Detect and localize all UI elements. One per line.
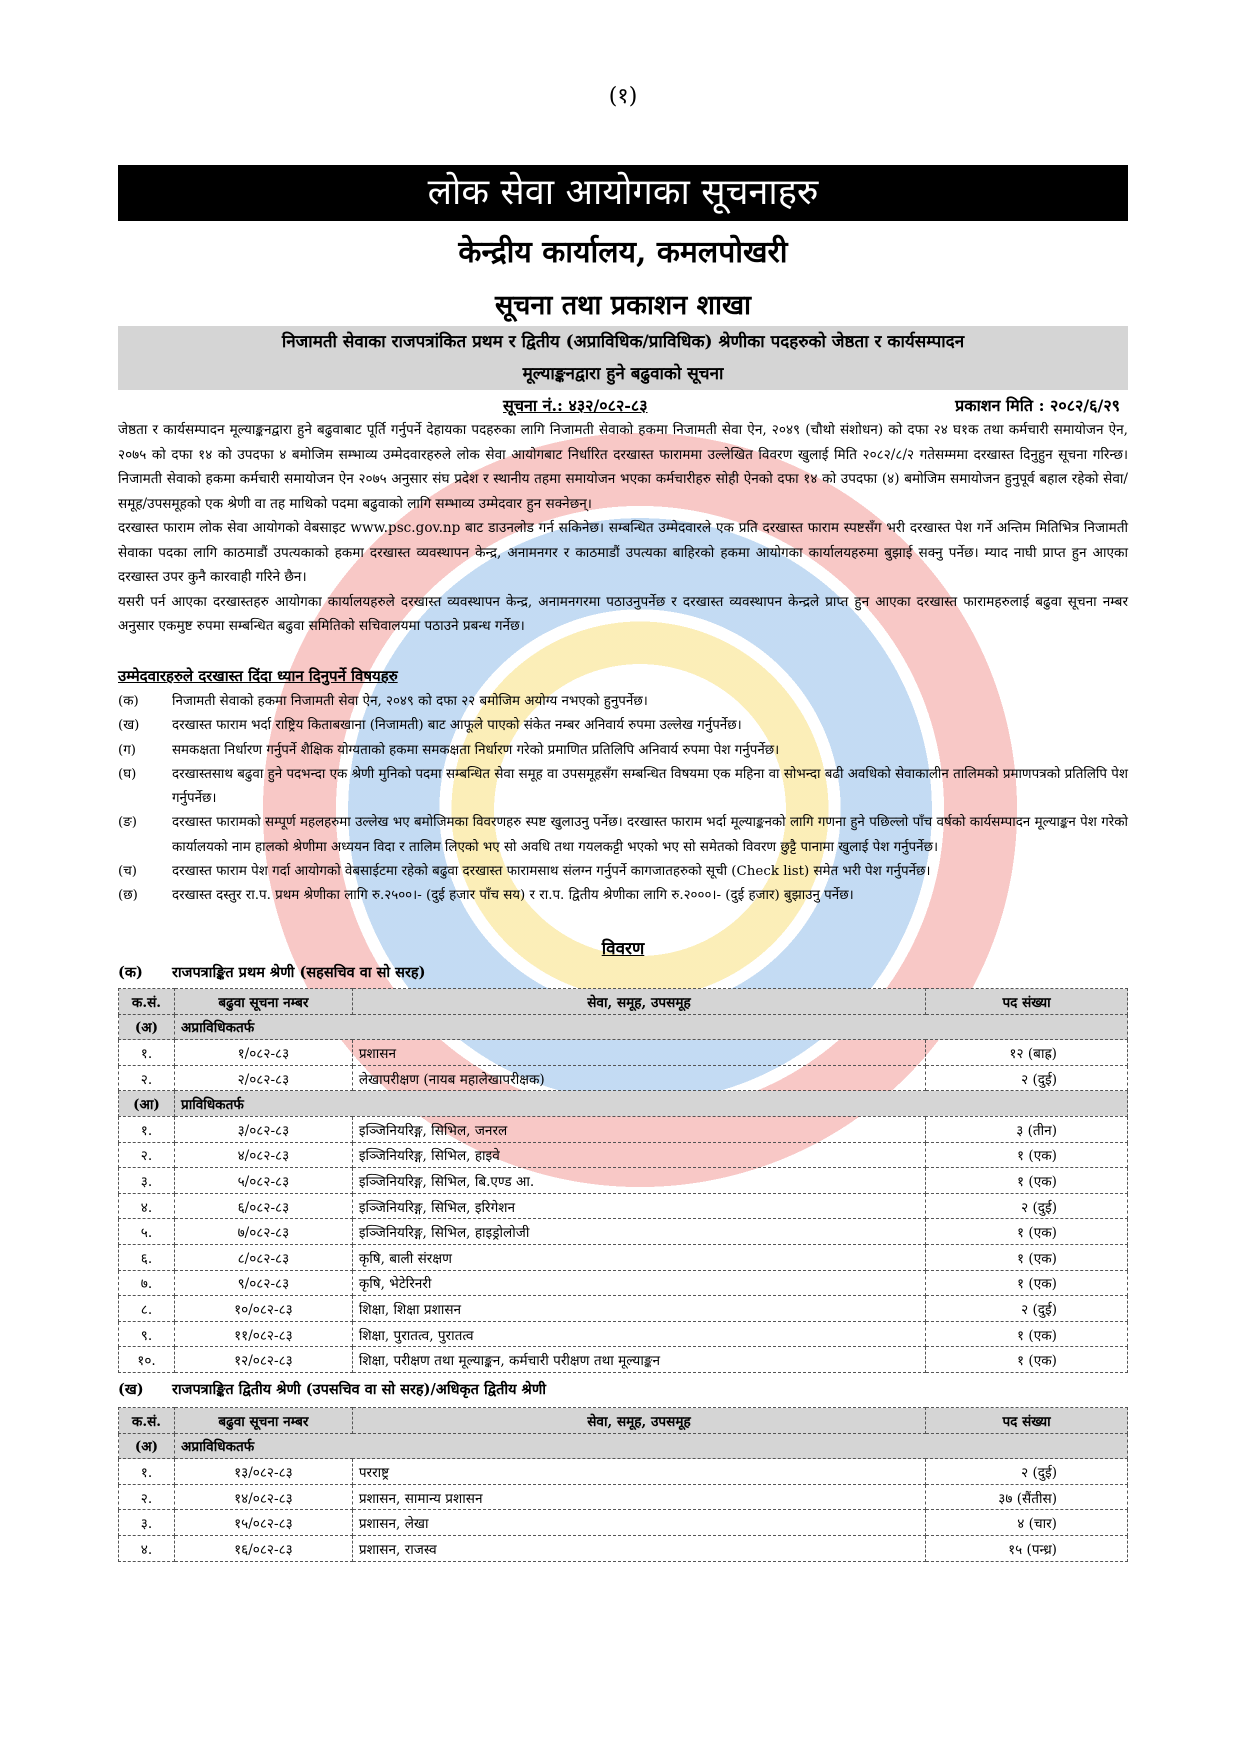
list-marker: (ख) bbox=[118, 718, 140, 734]
paragraph: यसरी पर्न आएका दरखास्तहरु आयोगका कार्यालयहरुले दरखास्त व्यवस्थापन केन्द्र, अनामनगरमा पठाउनुपर्नेछ र दरखास्त व्यवस्थापन केन्द्रले प्राप्त हुन आएका दरखास्त फारामहरुलाई बढुवा सूचना नम्बर अनुसार एकमुष्ट रुपमा सम्बन्धित बढुवा समितिको सचिवालयमा पठाउने प्रबन्ध गर्नेछ। bbox=[118, 593, 1128, 634]
table-row bbox=[119, 1484, 1128, 1510]
notice-subject bbox=[118, 326, 1128, 390]
table-row bbox=[119, 1321, 1128, 1347]
row-post-count: २ (दुई) bbox=[926, 1296, 1128, 1322]
list-item bbox=[118, 884, 1128, 908]
group-marker: (अ) bbox=[119, 1433, 175, 1459]
table-header-row bbox=[119, 989, 1128, 1015]
page-number: (१) bbox=[608, 84, 638, 109]
row-service: कृषि, भेटेरिनरी bbox=[352, 1270, 925, 1296]
row-notice-number: ६/०८२-८३ bbox=[174, 1193, 352, 1219]
row-notice-number: १५/०८२-८३ bbox=[174, 1510, 352, 1536]
row-notice-number: ४/०८२-८३ bbox=[174, 1142, 352, 1168]
list-marker: (च) bbox=[118, 864, 137, 880]
row-post-count: १५ (पन्ध्र) bbox=[926, 1535, 1128, 1561]
list-marker: (ग) bbox=[118, 742, 136, 758]
notice-body bbox=[118, 418, 1128, 639]
row-service: कृषि, बाली संरक्षण bbox=[352, 1244, 925, 1270]
row-service: शिक्षा, परीक्षण तथा मूल्याङ्कन, कर्मचारी परीक्षण तथा मूल्याङ्कन bbox=[352, 1347, 925, 1373]
row-serial: १. bbox=[119, 1116, 175, 1142]
row-notice-number: ३/०८२-८३ bbox=[174, 1116, 352, 1142]
second-class-rows bbox=[119, 1433, 1128, 1561]
list-text: दरखास्त फारामको सम्पूर्ण महलहरुमा उल्लेख भए बमोजिमका विवरणहरु स्पष्ट खुलाउनु पर्नेछ। दरखास्त फाराम भर्दा मूल्याङ्कनको लागि गणना हुने पछिल्लो पाँच वर्षको कार्यसम्पादन मूल्याङ्कन पेश गरेको कार्यालयको नाम हालको श्रेणीमा अध्ययन विदा र तालिम लिएको भए सो अवधि तथा गयलकट्टी भएको भए सो समेतको विवरण छुट्टै पानामा खुलाई पेश गर्नुपर्नेछ। bbox=[172, 815, 1128, 855]
list-item bbox=[118, 860, 1128, 884]
row-post-count: १ (एक) bbox=[926, 1321, 1128, 1347]
row-serial: २. bbox=[119, 1065, 175, 1091]
list-text: दरखास्त फाराम पेश गर्दा आयोगको वेबसाईटमा रहेको बढुवा दरखास्त फारामसाथ संलग्न गर्नुपर्ने कागजातहरुको सूची (Check list) समेत भरी पेश गर्नुपर्नेछ। bbox=[172, 864, 931, 880]
group-marker: (आ) bbox=[119, 1091, 175, 1117]
row-service: शिक्षा, पुरातत्व, पुरातत्व bbox=[352, 1321, 925, 1347]
row-serial: ४. bbox=[119, 1193, 175, 1219]
first-class-table bbox=[118, 988, 1128, 1373]
list-text: दरखास्तसाथ बढुवा हुने पदभन्दा एक श्रेणी मुनिको पदमा सम्बन्धित सेवा समूह वा उपसमूहसँग सम्बन्धित विषयमा एक महिना वा सोभन्दा बढी अवधिको सेवाकालीन तालिमको प्रमाणपत्रको प्रतिलिपि पेश गर्नुपर्नेछ। bbox=[172, 766, 1128, 807]
instructions-list bbox=[118, 690, 1128, 909]
section-name: सूचना तथा प्रकाशन शाखा bbox=[494, 290, 752, 321]
row-service: इञ्जिनियरिङ्ग, सिभिल, इरिगेशन bbox=[352, 1193, 925, 1219]
row-notice-number: १३/०८२-८३ bbox=[174, 1459, 352, 1485]
list-marker: (क) bbox=[118, 694, 139, 709]
column-header-service: सेवा, समूह, उपसमूह bbox=[352, 1408, 925, 1434]
group-row bbox=[119, 1014, 1128, 1040]
subject-line-2: मूल्याङ्कनद्वारा हुने बढुवाको सूचना bbox=[522, 364, 724, 384]
row-service: इञ्जिनियरिङ्ग, सिभिल, बि.एण्ड आ. bbox=[352, 1168, 925, 1194]
row-post-count: २ (दुई) bbox=[926, 1065, 1128, 1091]
group-name: अप्राविधिकतर्फ bbox=[174, 1433, 1127, 1459]
table-header-row bbox=[119, 1408, 1128, 1434]
row-serial: ६. bbox=[119, 1244, 175, 1270]
row-service: लेखापरीक्षण (नायब महालेखापरीक्षक) bbox=[352, 1065, 925, 1091]
list-marker: (ङ) bbox=[118, 815, 137, 831]
row-service: इञ्जिनियरिङ्ग, सिभिल, हाइड्रोलोजी bbox=[352, 1219, 925, 1245]
row-notice-number: १/०८२-८३ bbox=[174, 1040, 352, 1066]
first-class-heading bbox=[118, 962, 1128, 982]
category-marker: (क) bbox=[118, 964, 143, 981]
publish-date: प्रकाशन मिति : २०८२/६/२९ bbox=[955, 396, 1120, 415]
group-row bbox=[119, 1091, 1128, 1117]
row-post-count: १ (एक) bbox=[926, 1168, 1128, 1194]
row-post-count: १ (एक) bbox=[926, 1347, 1128, 1373]
table-row bbox=[119, 1535, 1128, 1561]
row-service: परराष्ट्र bbox=[352, 1459, 925, 1485]
list-item bbox=[118, 763, 1128, 812]
row-service: इञ्जिनियरिङ्ग, सिभिल, जनरल bbox=[352, 1116, 925, 1142]
group-name: प्राविधिकतर्फ bbox=[174, 1091, 1127, 1117]
column-header-sn: क.सं. bbox=[119, 1408, 175, 1434]
row-post-count: १ (एक) bbox=[926, 1142, 1128, 1168]
row-post-count: ३ (तीन) bbox=[926, 1116, 1128, 1142]
row-post-count: १ (एक) bbox=[926, 1270, 1128, 1296]
row-service: प्रशासन bbox=[352, 1040, 925, 1066]
row-post-count: १ (एक) bbox=[926, 1219, 1128, 1245]
second-class-table bbox=[118, 1407, 1128, 1562]
row-serial: २. bbox=[119, 1142, 175, 1168]
row-serial: १. bbox=[119, 1459, 175, 1485]
column-header-sn: क.सं. bbox=[119, 989, 175, 1015]
row-post-count: २ (दुई) bbox=[926, 1193, 1128, 1219]
list-text: निजामती सेवाको हकमा निजामती सेवा ऐन, २०४९ को दफा २२ बमोजिम अयोग्य नभएको हुनुपर्नेछ। bbox=[172, 694, 648, 709]
page-title: लोक सेवा आयोगका सूचनाहरु bbox=[118, 165, 1128, 221]
table-row bbox=[119, 1168, 1128, 1194]
row-serial: ७. bbox=[119, 1270, 175, 1296]
row-serial: १. bbox=[119, 1040, 175, 1066]
row-notice-number: ८/०८२-८३ bbox=[174, 1244, 352, 1270]
table-row bbox=[119, 1459, 1128, 1485]
table-row bbox=[119, 1193, 1128, 1219]
list-text: दरखास्त फाराम भर्दा राष्ट्रिय किताबखाना (निजामती) बाट आफूले पाएको संकेत नम्बर अनिवार्य रुपमा उल्लेख गर्नुपर्नेछ। bbox=[172, 718, 742, 734]
list-item bbox=[118, 739, 1128, 763]
row-post-count: १२ (बाह्र) bbox=[926, 1040, 1128, 1066]
list-item bbox=[118, 811, 1128, 860]
column-header-service: सेवा, समूह, उपसमूह bbox=[352, 989, 925, 1015]
list-marker: (छ) bbox=[118, 888, 138, 904]
row-post-count: ३७ (सैंतीस) bbox=[926, 1484, 1128, 1510]
row-serial: २. bbox=[119, 1484, 175, 1510]
row-notice-number: १२/०८२-८३ bbox=[174, 1347, 352, 1373]
column-header-count: पद संख्या bbox=[926, 1408, 1128, 1434]
column-header-notice: बढुवा सूचना नम्बर bbox=[174, 989, 352, 1015]
row-service: प्रशासन, राजस्व bbox=[352, 1535, 925, 1561]
notice-number: सूचना नं.: ४३२/०८२-८३ bbox=[503, 396, 648, 415]
table-row bbox=[119, 1244, 1128, 1270]
list-item bbox=[118, 714, 1128, 738]
row-serial: ४. bbox=[119, 1535, 175, 1561]
table-row bbox=[119, 1142, 1128, 1168]
table-row bbox=[119, 1270, 1128, 1296]
first-class-rows bbox=[119, 1014, 1128, 1372]
row-serial: ५. bbox=[119, 1219, 175, 1245]
list-text: दरखास्त दस्तुर रा.प. प्रथम श्रेणीका लागि रु.२५००।- (दुई हजार पाँच सय) र रा.प. द्वितीय श्रेणीका लागि रु.२०००।- (दुई हजार) बुझाउनु पर्नेछ। bbox=[172, 888, 854, 904]
row-notice-number: २/०८२-८३ bbox=[174, 1065, 352, 1091]
paragraph: दरखास्त फाराम लोक सेवा आयोगको वेबसाइट www.psc.gov.np बाट डाउनलोड गर्न सकिनेछ। सम्बन्धित उम्मेदवारले एक प्रति दरखास्त फाराम स्पष्टसँग भरी दरखास्त पेश गर्ने अन्तिम मितिभित्र निजामती सेवाका पदका लागि काठमाडौं उपत्यकाको हकमा दरखास्त व्यवस्थापन केन्द्र, अनामनगर र काठमाडौं उपत्यका बाहिरको हकमा आयोगका कार्यालयहरुमा बुझाई सक्नु पर्नेछ। म्याद नाघी प्राप्त हुन आएका दरखास्त उपर कुनै कारवाही गरिने छैन। bbox=[118, 520, 1128, 585]
table-row bbox=[119, 1219, 1128, 1245]
group-row bbox=[119, 1433, 1128, 1459]
table-row bbox=[119, 1510, 1128, 1536]
subject-line-1: निजामती सेवाका राजपत्रांकित प्रथम र द्वितीय (अप्राविधिक/प्राविधिक) श्रेणीका पदहरुको जेष्ठता र कार्यसम्पादन bbox=[281, 332, 965, 352]
row-notice-number: ९/०८२-८३ bbox=[174, 1270, 352, 1296]
list-text: समकक्षता निर्धारण गर्नुपर्ने शैक्षिक योग्यताको हकमा समकक्षता निर्धारण गरेको प्रमाणित प्रतिलिपि अनिवार्य रुपमा पेश गर्नुपर्नेछ। bbox=[172, 742, 780, 758]
row-service: प्रशासन, लेखा bbox=[352, 1510, 925, 1536]
row-notice-number: ११/०८२-८३ bbox=[174, 1321, 352, 1347]
row-serial: ८. bbox=[119, 1296, 175, 1322]
row-post-count: २ (दुई) bbox=[926, 1459, 1128, 1485]
row-notice-number: १६/०८२-८३ bbox=[174, 1535, 352, 1561]
details-heading: विवरण bbox=[601, 939, 645, 959]
row-post-count: १ (एक) bbox=[926, 1244, 1128, 1270]
row-serial: ३. bbox=[119, 1168, 175, 1194]
column-header-count: पद संख्या bbox=[926, 989, 1128, 1015]
row-service: प्रशासन, सामान्य प्रशासन bbox=[352, 1484, 925, 1510]
category-title: राजपत्राङ्कित प्रथम श्रेणी (सहसचिव वा सो सरह) bbox=[172, 964, 426, 981]
category-marker: (ख) bbox=[118, 1381, 144, 1398]
row-service: इञ्जिनियरिङ्ग, सिभिल, हाइवे bbox=[352, 1142, 925, 1168]
notice-meta bbox=[118, 394, 1128, 418]
row-notice-number: १४/०८२-८३ bbox=[174, 1484, 352, 1510]
row-serial: १०. bbox=[119, 1347, 175, 1373]
category-title: राजपत्राङ्कित द्वितीय श्रेणी (उपसचिव वा सो सरह)/अधिकृत द्वितीय श्रेणी bbox=[172, 1381, 547, 1398]
paragraph: जेष्ठता र कार्यसम्पादन मूल्याङ्कनद्वारा हुने बढुवाबाट पूर्ति गर्नुपर्ने देहायका पदहरुका लागि निजामती सेवाको हकमा निजामती सेवा ऐन, २०४९ (चौथो संशोधन) को दफा २४ घ१क तथा कर्मचारी समायोजन ऐन, २०७५ को दफा १४ को उपदफा ४ बमोजिम सम्भाव्य उम्मेदवारहरुले लोक सेवा आयोगबाट निर्धारित दरखास्त फाराममा उल्लेखित विवरण खुलाई मिति २०८२/८/२ गतेसम्ममा दरखास्त दिनुहुन सूचना गरिन्छ। निजामती सेवाको हकमा कर्मचारी समायोजन ऐन २०७५ अनुसार संघ प्रदेश र स्थानीय तहमा समायोजन भएका कर्मचारीहरु सोही ऐनको दफा १४ को उपदफा (४) बमोजिम समायोजन हुनुपूर्व बहाल रहेको सेवा/समूह/उपसमूहको एक श्रेणी वा तह माथिको पदमा बढुवाको लागि सम्भाव्य उम्मेदवार हुन सक्नेछन्। bbox=[118, 422, 1128, 512]
row-serial: ३. bbox=[119, 1510, 175, 1536]
group-name: अप्राविधिकतर्फ bbox=[174, 1014, 1127, 1040]
second-class-heading bbox=[118, 1379, 1128, 1399]
list-item bbox=[118, 690, 1128, 714]
instructions-heading: उम्मेदवारहरुले दरखास्त दिंदा ध्यान दिनुपर्ने विषयहरु bbox=[118, 667, 398, 685]
office-name: केन्द्रीय कार्यालय, कमलपोखरी bbox=[458, 235, 788, 270]
row-notice-number: १०/०८२-८३ bbox=[174, 1296, 352, 1322]
row-notice-number: ५/०८२-८३ bbox=[174, 1168, 352, 1194]
table-row bbox=[119, 1347, 1128, 1373]
row-serial: ९. bbox=[119, 1321, 175, 1347]
group-marker: (अ) bbox=[119, 1014, 175, 1040]
row-service: शिक्षा, शिक्षा प्रशासन bbox=[352, 1296, 925, 1322]
list-marker: (घ) bbox=[118, 766, 137, 782]
row-post-count: ४ (चार) bbox=[926, 1510, 1128, 1536]
table-row bbox=[119, 1116, 1128, 1142]
table-row bbox=[119, 1296, 1128, 1322]
table-row bbox=[119, 1040, 1128, 1066]
row-notice-number: ७/०८२-८३ bbox=[174, 1219, 352, 1245]
table-row bbox=[119, 1065, 1128, 1091]
column-header-notice: बढुवा सूचना नम्बर bbox=[174, 1408, 352, 1434]
